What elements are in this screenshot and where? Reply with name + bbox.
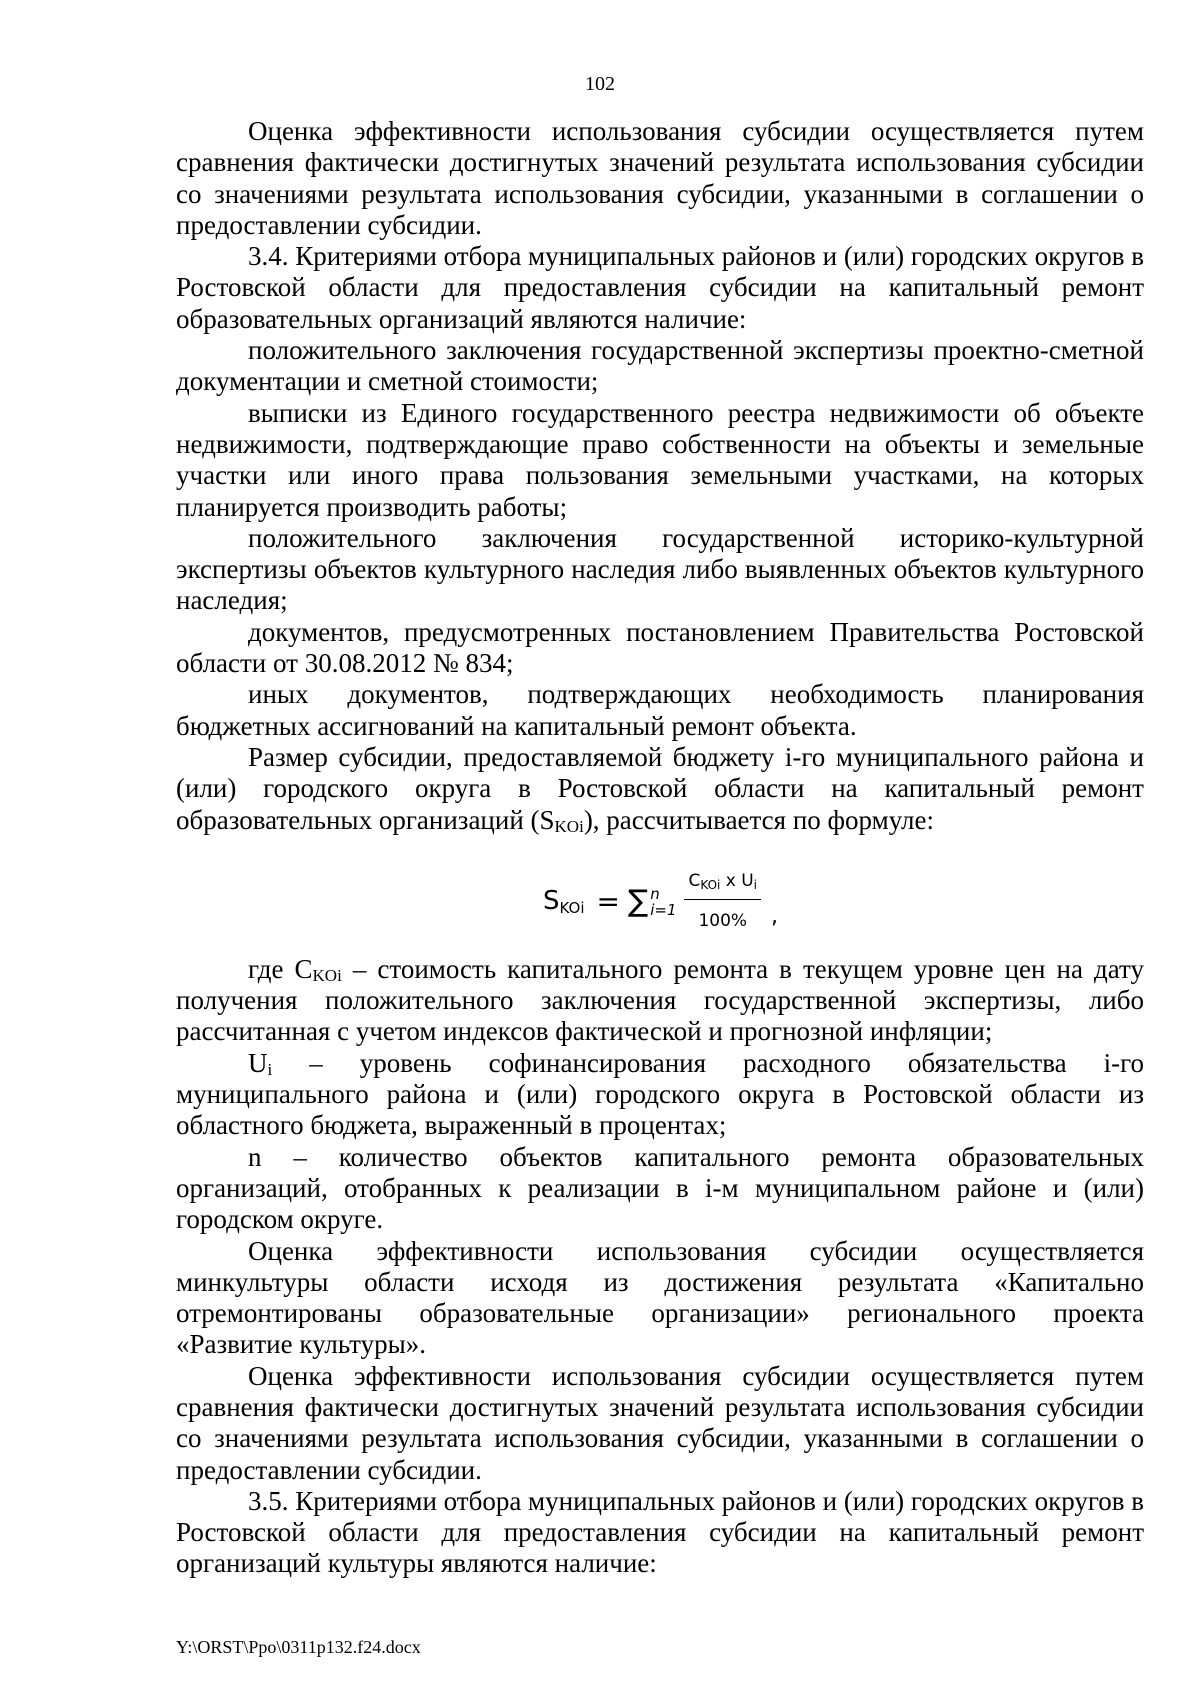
formula-trailing-comma: , [771,903,779,929]
numerator-subscript-2: i [753,877,758,892]
numerator-symbol: C [688,870,701,891]
text-run: где C [248,953,313,984]
paragraph: документов, предусмотренных постановлением Правительства Ростовской области от 30.08.2012 № 834; [176,616,1144,679]
formula-expression [543,866,778,938]
page-number: 102 [585,73,615,95]
footer-file-path: Y:\ORST\Ppo\0311p132.f24.docx [176,1637,421,1657]
definition-c [176,954,1144,1048]
fraction [684,866,761,938]
subsidy-size-paragraph [176,742,1144,836]
text-run: – уровень софинансирования расходного обязательства i-го муниципального района и (или) городского округа в Ростовской области из областного бюджета, выраженный в процентах; [176,1047,1144,1141]
document-body [176,116,1144,1580]
paragraph: Оценка эффективности использования субсидии осуществляется путем сравнения фактически достигнутых значений результата использования субсидии со значениями результата использования субсидии, указанными в соглашении о предоставлении субсидии. [176,116,1144,240]
paragraph: 3.4. Критериями отбора муниципальных районов и (или) городских округов в Ростовской области для предоставления субсидии на капитальный ремонт образовательных организаций являются наличие: [176,241,1144,334]
numerator-multiplier: x U [720,870,754,891]
paragraph: 3.5. Критериями отбора муниципальных районов и (или) городских округов в Ростовской области для предоставления субсидии на капитальный ремонт организаций культуры являются наличие: [176,1485,1144,1579]
formula-equals: = [596,884,620,918]
subscript: i [267,1059,273,1079]
sum-lower-limit: i=1 [650,900,677,919]
formula-lhs-subscript: KOi [559,898,585,917]
subscript: KOi [312,965,342,985]
paragraph: Оценка эффективности использования субсидии осуществляется путем сравнения фактически достигнутых значений результата использования субсидии со значениями результата использования субсидии, указанными в соглашении о предоставлении субсидии. [176,1360,1144,1485]
subscript: KOi [554,816,584,836]
formula-lhs [543,886,585,917]
text-run: – стоимость капитального ремонта в текущем уровне цен на дату получения положительного заключения государственной экспертизы, либо рассчитанная с учетом индексов фактической и прогнозной инфляции; [176,953,1144,1047]
definition-u [176,1048,1144,1142]
formula [176,860,1144,930]
paragraph: положительного заключения государственной историко-культурной экспертизы объектов культурного наследия либо выявленных объектов культурного наследия; [176,522,1144,616]
paragraph: выписки из Единого государственного реестра недвижимости об объекте недвижимости, подтверждающие право собственности на объекты и земельные участки или иного права пользования земельными участками, на которых планируется производить работы; [176,397,1144,522]
paragraph: n – количество объектов капитального ремонта образовательных организаций, отобранных к реализации в i-м муниципальном районе и (или) городском округе. [176,1141,1144,1235]
text-run: ), рассчитывается по формуле: [583,804,934,835]
text-run: Размер субсидии, предоставляемой бюджету i-го муниципального района и (или) городского округа в Ростовской области на капитальный ремонт образовательных организаций (S [176,741,1144,835]
fraction-numerator [684,866,761,900]
sum-upper-limit: n [650,884,660,903]
paragraph: положительного заключения государственной экспертизы проектно-сметной документации и сметной стоимости; [176,335,1144,397]
fraction-denominator: 100% [698,911,748,932]
paragraph: иных документов, подтверждающих необходимость планирования бюджетных ассигнований на капитальный ремонт объекта. [176,679,1144,741]
numerator-subscript: KOi [700,877,721,892]
text-run: U [248,1047,268,1078]
paragraph: Оценка эффективности использования субсидии осуществляется минкультуры области исходя из достижения результата «Капитально отремонтированы образовательные организации» регионального проекта «Развитие культуры». [176,1235,1144,1360]
formula-lhs-symbol: S [543,885,560,916]
sum-symbol: ∑ [627,883,649,919]
sum-limits [650,886,676,918]
